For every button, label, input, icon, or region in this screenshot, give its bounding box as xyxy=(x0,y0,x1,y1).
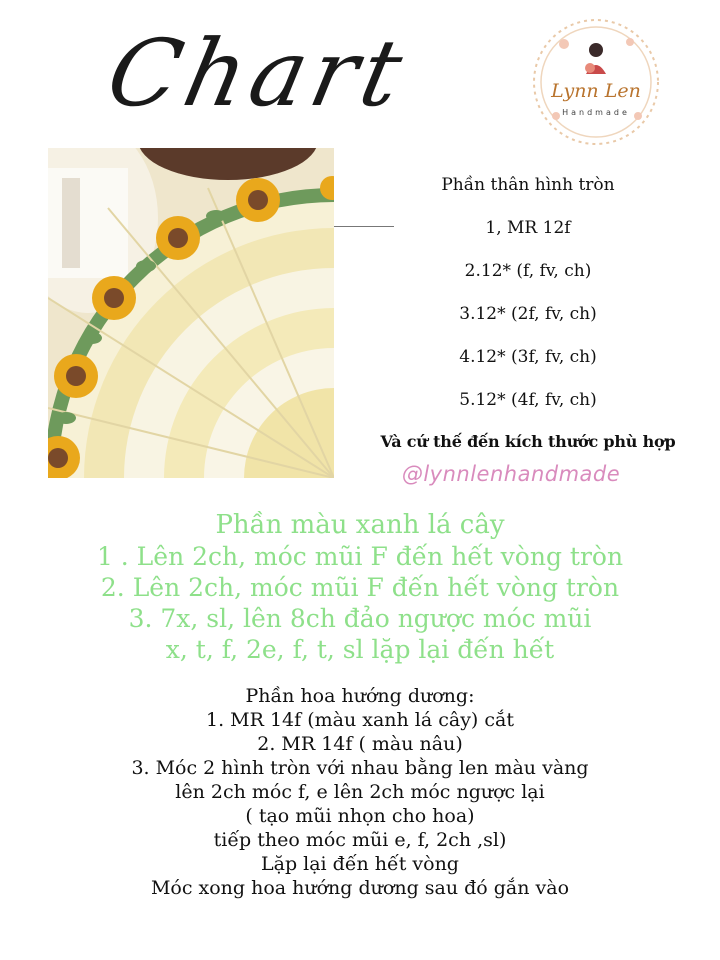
flower-section xyxy=(0,684,720,900)
body-note: Và cứ thế đến kích thước phù hợp xyxy=(380,432,676,451)
crochet-doily-photo xyxy=(48,148,334,478)
green-heading: Phần màu xanh lá cây xyxy=(215,510,505,540)
body-row: 1, MR 12f xyxy=(485,218,571,238)
chart-title: Chart xyxy=(98,20,417,127)
green-line: 3. 7x, sl, lên 8ch đảo ngược móc mũi xyxy=(128,604,592,633)
body-row: 2.12* (f, fv, ch) xyxy=(464,261,592,281)
green-section xyxy=(0,510,720,665)
flower-line: 2. MR 14f ( màu nâu) xyxy=(257,733,463,755)
green-line: x, t, f, 2e, f, t, sl lặp lại đến hết xyxy=(165,635,555,664)
flower-line: Lặp lại đến hết vòng xyxy=(261,853,459,875)
body-heading: Phần thân hình tròn xyxy=(441,175,615,195)
flower-heading: Phần hoa hướng dương: xyxy=(245,685,475,707)
brand-logo xyxy=(526,12,666,152)
flower-line: Móc xong hoa hướng dương sau đó gắn vào xyxy=(150,877,570,899)
body-row: 3.12* (2f, fv, ch) xyxy=(459,304,597,324)
flower-line: 3. Móc 2 hình tròn với nhau bằng len màu vàng xyxy=(131,757,589,779)
logo-name: Lynn Len xyxy=(551,80,641,102)
flower-line: lên 2ch móc f, e lên 2ch móc ngược lại xyxy=(175,781,545,803)
flower-line: 1. MR 14f (màu xanh lá cây) cắt xyxy=(205,709,514,731)
body-row: 5.12* (4f, fv, ch) xyxy=(459,390,597,410)
body-row: 4.12* (3f, fv, ch) xyxy=(459,347,597,367)
flower-line: tiếp theo móc mũi e, f, 2ch ,sl) xyxy=(213,829,507,851)
green-line: 2. Lên 2ch, móc mũi F đến hết vòng tròn xyxy=(100,573,620,602)
flower-line: ( tạo mũi nhọn cho hoa) xyxy=(245,805,475,827)
social-handle: @lynnlenhandmade xyxy=(401,462,621,486)
body-pattern-list xyxy=(338,170,718,451)
green-line: 1 . Lên 2ch, móc mũi F đến hết vòng tròn xyxy=(96,542,624,571)
logo-tagline: Handmade xyxy=(562,108,630,117)
doily-image xyxy=(48,148,334,478)
